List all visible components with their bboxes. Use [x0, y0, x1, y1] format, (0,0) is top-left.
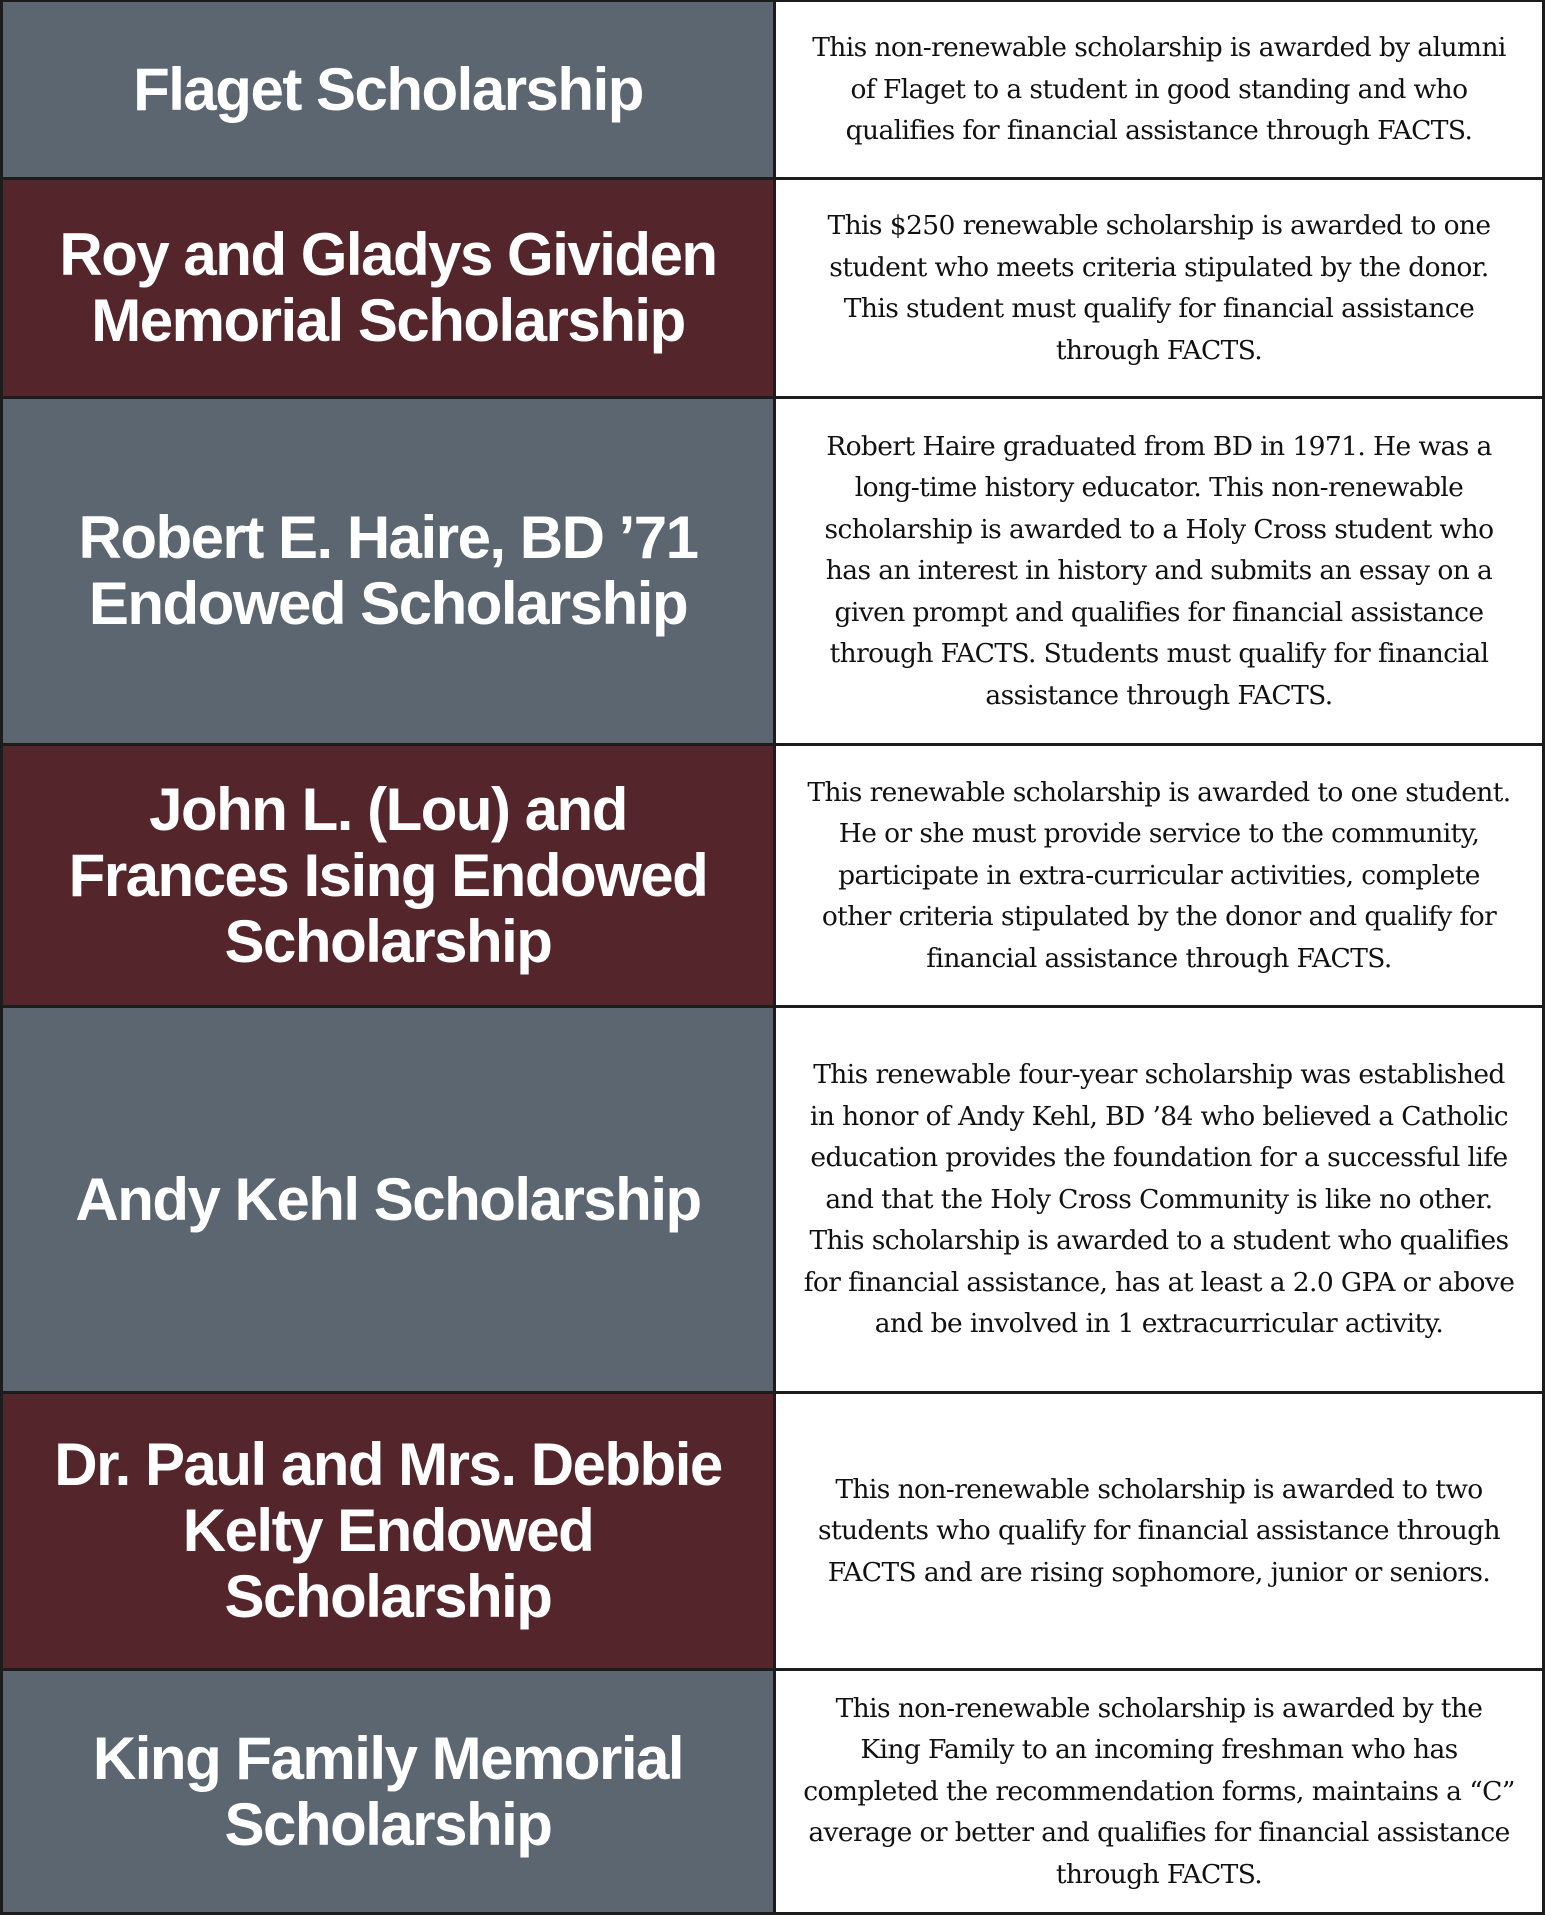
scholarship-description-gividen: This $250 renewable scholarship is awarded to one student who meets criteria stipulated by the donor. This student must qualify for financial assistance through FACTS.: [776, 180, 1542, 396]
scholarship-name-gividen: Roy and Gladys Gividen Memorial Scholarship: [3, 180, 773, 396]
scholarship-description-flaget: This non-renewable scholarship is awarded by alumni of Flaget to a student in good standing and who qualifies for financial assistance through FACTS.: [776, 2, 1542, 177]
scholarship-description-kelty: This non-renewable scholarship is awarded to two students who qualify for financial assistance through FACTS and are rising sophomore, junior or seniors.: [776, 1394, 1542, 1668]
scholarship-name-king-family: King Family Memorial Scholarship: [3, 1671, 773, 1912]
scholarship-description-king-family: This non-renewable scholarship is awarded by the King Family to an incoming freshman who has completed the recommendation forms, maintains a “C” average or better and qualifies for financial assistance through FACTS.: [776, 1671, 1542, 1912]
scholarship-name-ising: John L. (Lou) and Frances Ising Endowed Scholarship: [3, 746, 773, 1005]
scholarship-description-kehl: This renewable four-year scholarship was established in honor of Andy Kehl, BD ’84 who believed a Catholic education provides the foundation for a successful life and that the Holy Cross Community is like no other. This scholarship is awarded to a student who qualifies for financial assistance, has at least a 2.0 GPA or above and be involved in 1 extracurricular activity.: [776, 1008, 1542, 1391]
scholarship-name-kehl: Andy Kehl Scholarship: [3, 1008, 773, 1391]
scholarship-description-ising: This renewable scholarship is awarded to one student. He or she must provide service to the community, participate in extra-curricular activities, complete other criteria stipulated by the donor and qualify for financial assistance through FACTS.: [776, 746, 1542, 1005]
scholarship-name-flaget: Flaget Scholarship: [3, 2, 773, 177]
scholarship-description-haire: Robert Haire graduated from BD in 1971. He was a long-time history educator. This non-renewable scholarship is awarded to a Holy Cross student who has an interest in history and submits an essay on a given prompt and qualifies for financial assistance through FACTS. Students must qualify for financial assistance through FACTS.: [776, 399, 1542, 743]
scholarship-name-kelty: Dr. Paul and Mrs. Debbie Kelty Endowed Scholarship: [3, 1394, 773, 1668]
scholarship-name-haire: Robert E. Haire, BD ’71 Endowed Scholarship: [3, 399, 773, 743]
